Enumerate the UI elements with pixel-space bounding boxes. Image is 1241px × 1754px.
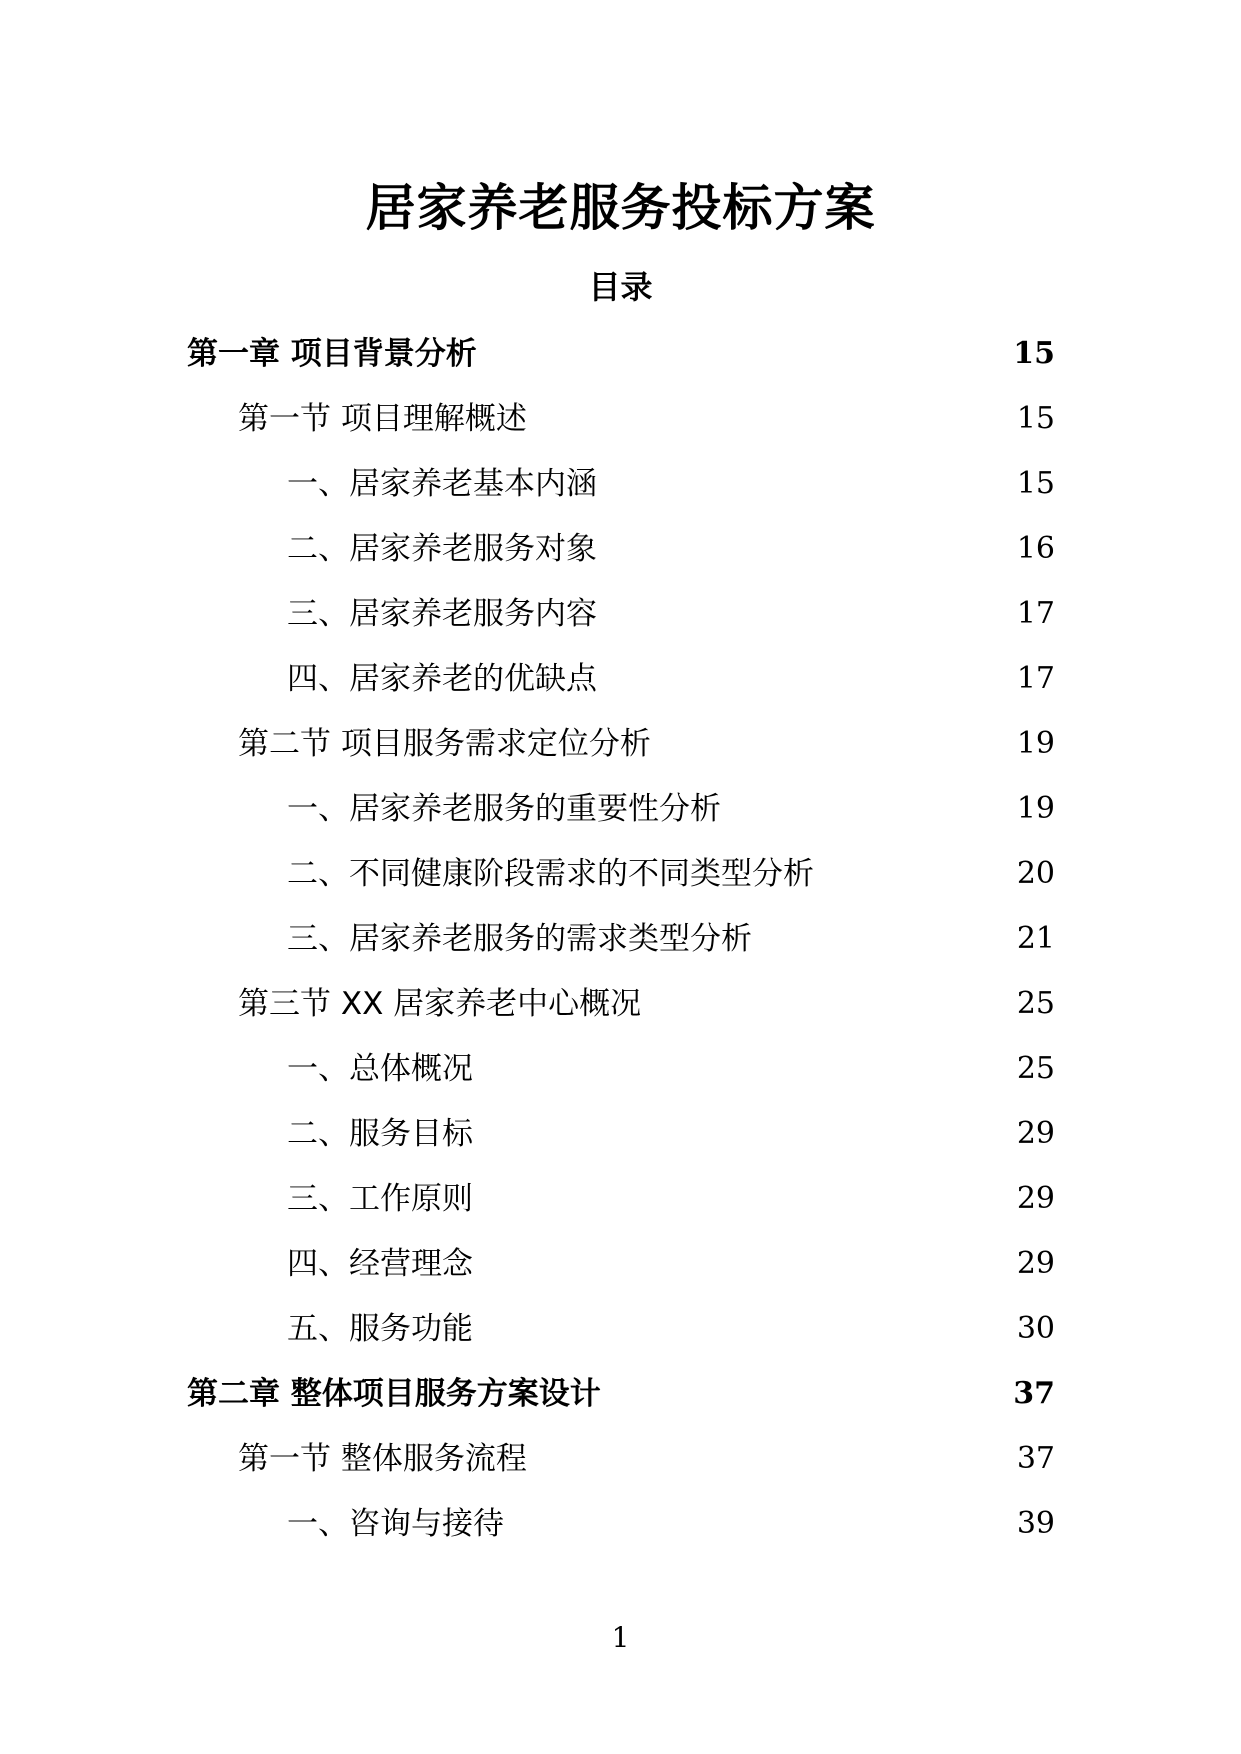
toc-heading: 目录	[588, 268, 653, 306]
toc-entry[interactable]	[0, 1104, 1241, 1169]
toc-entry[interactable]	[0, 519, 1241, 584]
toc-entry-label: 二、服务目标	[287, 1116, 473, 1152]
table-of-contents	[0, 324, 1241, 1559]
toc-entry[interactable]	[0, 1429, 1241, 1494]
toc-entry[interactable]	[0, 454, 1241, 519]
toc-entry-page: 37	[1016, 1441, 1055, 1476]
toc-entry-page: 17	[1016, 596, 1055, 631]
toc-entry-label: 一、居家养老基本内涵	[287, 466, 597, 502]
toc-entry[interactable]	[0, 1364, 1241, 1429]
toc-entry-label: 二、居家养老服务对象	[287, 531, 597, 567]
toc-entry-page: 19	[1016, 726, 1055, 761]
toc-entry[interactable]	[0, 1169, 1241, 1234]
toc-entry[interactable]	[0, 389, 1241, 454]
toc-entry[interactable]	[0, 324, 1241, 389]
toc-entry-page: 30	[1016, 1311, 1055, 1346]
toc-entry-label: 四、居家养老的优缺点	[287, 661, 597, 697]
toc-entry[interactable]	[0, 974, 1241, 1039]
toc-entry-label: 一、总体概况	[287, 1051, 473, 1087]
toc-entry-label: 第一章 项目背景分析	[187, 336, 477, 372]
toc-entry-page: 25	[1016, 986, 1055, 1021]
toc-entry-page: 25	[1016, 1051, 1055, 1086]
toc-entry-label: 三、居家养老服务内容	[287, 596, 597, 632]
toc-entry-label: 二、不同健康阶段需求的不同类型分析	[287, 856, 814, 892]
toc-entry[interactable]	[0, 1234, 1241, 1299]
document-title: 居家养老服务投标方案	[365, 179, 876, 237]
toc-entry-label: 第一节 项目理解概述	[238, 401, 527, 437]
toc-entry-page: 29	[1016, 1246, 1055, 1281]
toc-entry[interactable]	[0, 779, 1241, 844]
toc-entry[interactable]	[0, 909, 1241, 974]
toc-entry[interactable]	[0, 714, 1241, 779]
toc-entry-page: 15	[1016, 401, 1055, 436]
toc-entry-label: 五、服务功能	[287, 1311, 473, 1347]
toc-entry-page: 15	[1016, 466, 1055, 501]
toc-entry-label: 第二节 项目服务需求定位分析	[238, 726, 651, 762]
toc-entry-page: 15	[1013, 336, 1055, 371]
toc-entry-page: 20	[1016, 856, 1055, 891]
toc-entry[interactable]	[0, 844, 1241, 909]
toc-entry-page: 16	[1016, 531, 1055, 566]
toc-entry[interactable]	[0, 584, 1241, 649]
toc-entry-label: 第一节 整体服务流程	[238, 1441, 527, 1477]
toc-entry-label: 三、工作原则	[287, 1181, 473, 1217]
toc-entry[interactable]	[0, 649, 1241, 714]
toc-entry-page: 29	[1016, 1116, 1055, 1151]
toc-entry-page: 37	[1013, 1376, 1055, 1411]
toc-entry-label: 第三节 XX 居家养老中心概况	[238, 986, 642, 1022]
page-number: 1	[611, 1621, 630, 1654]
toc-entry-label: 一、居家养老服务的重要性分析	[287, 791, 721, 827]
toc-entry-label: 三、居家养老服务的需求类型分析	[287, 921, 752, 957]
toc-entry-page: 39	[1016, 1506, 1055, 1541]
toc-entry-label: 一、咨询与接待	[287, 1506, 504, 1542]
toc-entry[interactable]	[0, 1494, 1241, 1559]
toc-entry[interactable]	[0, 1039, 1241, 1104]
toc-entry[interactable]	[0, 1299, 1241, 1364]
toc-entry-page: 17	[1016, 661, 1055, 696]
toc-entry-page: 29	[1016, 1181, 1055, 1216]
toc-entry-label: 第二章 整体项目服务方案设计	[187, 1376, 601, 1412]
toc-entry-label: 四、经营理念	[287, 1246, 473, 1282]
toc-entry-page: 21	[1016, 921, 1055, 956]
toc-entry-page: 19	[1016, 791, 1055, 826]
